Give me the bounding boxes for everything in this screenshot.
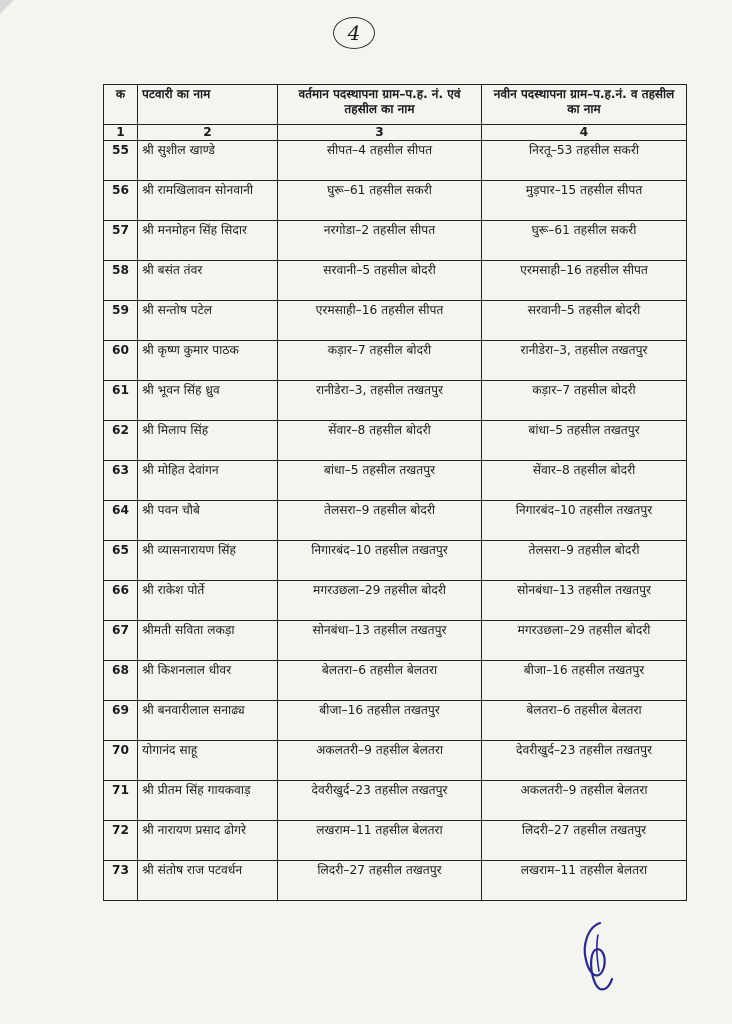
cell-serial: 59 xyxy=(104,301,138,341)
cell-serial: 69 xyxy=(104,701,138,741)
table-row xyxy=(104,381,687,421)
column-index: 1 xyxy=(104,125,138,141)
cell-serial: 62 xyxy=(104,421,138,461)
cell-serial: 68 xyxy=(104,661,138,701)
header-serial: क xyxy=(104,85,138,125)
header-new-posting: नवीन पदस्थापना ग्राम–प.ह.नं. व तहसील का नाम xyxy=(482,85,687,125)
cell-serial: 65 xyxy=(104,541,138,581)
cell-current-posting: लखराम–11 तहसील बेलतरा xyxy=(278,821,482,861)
cell-current-posting: बांधा–5 तहसील तखतपुर xyxy=(278,461,482,501)
cell-new-posting: सोनबंधा–13 तहसील तखतपुर xyxy=(482,581,687,621)
cell-serial: 73 xyxy=(104,861,138,901)
cell-current-posting: मगरउछला–29 तहसील बोदरी xyxy=(278,581,482,621)
table-row xyxy=(104,581,687,621)
cell-current-posting: लिदरी–27 तहसील तखतपुर xyxy=(278,861,482,901)
cell-new-posting: लिदरी–27 तहसील तखतपुर xyxy=(482,821,687,861)
cell-patwari-name: श्री राकेश पोर्ते xyxy=(138,581,278,621)
cell-serial: 72 xyxy=(104,821,138,861)
cell-current-posting: घुरू–61 तहसील सकरी xyxy=(278,181,482,221)
cell-serial: 56 xyxy=(104,181,138,221)
cell-new-posting: तेलसरा–9 तहसील बोदरी xyxy=(482,541,687,581)
cell-new-posting: सेंवार–8 तहसील बोदरी xyxy=(482,461,687,501)
cell-new-posting: मुड़पार–15 तहसील सीपत xyxy=(482,181,687,221)
table-row xyxy=(104,781,687,821)
table-row xyxy=(104,461,687,501)
cell-patwari-name: श्री संतोष राज पटवर्धन xyxy=(138,861,278,901)
cell-new-posting: निगारबंद–10 तहसील तखतपुर xyxy=(482,501,687,541)
table-row xyxy=(104,221,687,261)
cell-current-posting: अकलतरी–9 तहसील बेलतरा xyxy=(278,741,482,781)
header-current-posting: वर्तमान पदस्थापना ग्राम–प.ह. नं. एवं तहसील का नाम xyxy=(278,85,482,125)
cell-new-posting: कड़ार–7 तहसील बोदरी xyxy=(482,381,687,421)
cell-new-posting: बांधा–5 तहसील तखतपुर xyxy=(482,421,687,461)
table-row xyxy=(104,621,687,661)
column-index: 2 xyxy=(138,125,278,141)
cell-serial: 70 xyxy=(104,741,138,781)
table-row xyxy=(104,341,687,381)
table-row xyxy=(104,861,687,901)
cell-patwari-name: श्री सन्तोष पटेल xyxy=(138,301,278,341)
cell-patwari-name: श्री कृष्ण कुमार पाठक xyxy=(138,341,278,381)
table-header-row xyxy=(104,85,687,125)
cell-patwari-name: श्री बनवारीलाल सनाढ्य xyxy=(138,701,278,741)
table-row xyxy=(104,741,687,781)
fold-corner-mark xyxy=(0,0,20,20)
cell-current-posting: सोनबंधा–13 तहसील तखतपुर xyxy=(278,621,482,661)
cell-patwari-name: श्री मिलाप सिंह xyxy=(138,421,278,461)
cell-current-posting: रानीडेरा–3, तहसील तखतपुर xyxy=(278,381,482,421)
cell-new-posting: अकलतरी–9 तहसील बेलतरा xyxy=(482,781,687,821)
cell-serial: 58 xyxy=(104,261,138,301)
cell-serial: 66 xyxy=(104,581,138,621)
cell-current-posting: नरगोडा–2 तहसील सीपत xyxy=(278,221,482,261)
cell-new-posting: बेलतरा–6 तहसील बेलतरा xyxy=(482,701,687,741)
cell-current-posting: सेंवार–8 तहसील बोदरी xyxy=(278,421,482,461)
cell-new-posting: देवरीखुर्द–23 तहसील तखतपुर xyxy=(482,741,687,781)
cell-patwari-name: श्रीमती सविता लकड़ा xyxy=(138,621,278,661)
cell-patwari-name: श्री बसंत तंवर xyxy=(138,261,278,301)
table-row xyxy=(104,301,687,341)
cell-new-posting: मगरउछला–29 तहसील बोदरी xyxy=(482,621,687,661)
cell-new-posting: बीजा–16 तहसील तखतपुर xyxy=(482,661,687,701)
table-row xyxy=(104,541,687,581)
table-row xyxy=(104,181,687,221)
cell-patwari-name: श्री प्रीतम सिंह गायकवाड़ xyxy=(138,781,278,821)
cell-patwari-name: श्री पवन चौबे xyxy=(138,501,278,541)
cell-serial: 64 xyxy=(104,501,138,541)
cell-new-posting: निरतू–53 तहसील सकरी xyxy=(482,141,687,181)
cell-new-posting: रानीडेरा–3, तहसील तखतपुर xyxy=(482,341,687,381)
table-row xyxy=(104,661,687,701)
transfer-table xyxy=(103,84,687,901)
cell-serial: 60 xyxy=(104,341,138,381)
cell-current-posting: सीपत–4 तहसील सीपत xyxy=(278,141,482,181)
cell-patwari-name: श्री रामखिलावन सोनवानी xyxy=(138,181,278,221)
table-row xyxy=(104,421,687,461)
cell-serial: 67 xyxy=(104,621,138,661)
cell-patwari-name: श्री सुशील खाण्डे xyxy=(138,141,278,181)
table-row xyxy=(104,261,687,301)
cell-current-posting: एरमसाही–16 तहसील सीपत xyxy=(278,301,482,341)
cell-current-posting: सरवानी–5 तहसील बोदरी xyxy=(278,261,482,301)
cell-patwari-name: श्री मोहित देवांगन xyxy=(138,461,278,501)
cell-new-posting: घुरू–61 तहसील सकरी xyxy=(482,221,687,261)
cell-new-posting: एरमसाही–16 तहसील सीपत xyxy=(482,261,687,301)
cell-patwari-name: श्री भूवन सिंह ध्रुव xyxy=(138,381,278,421)
cell-serial: 57 xyxy=(104,221,138,261)
page-number: 4 xyxy=(333,17,375,49)
cell-current-posting: बेलतरा–6 तहसील बेलतरा xyxy=(278,661,482,701)
cell-current-posting: तेलसरा–9 तहसील बोदरी xyxy=(278,501,482,541)
table-row xyxy=(104,701,687,741)
cell-current-posting: कड़ार–7 तहसील बोदरी xyxy=(278,341,482,381)
header-name: पटवारी का नाम xyxy=(138,85,278,125)
table-row xyxy=(104,501,687,541)
cell-serial: 63 xyxy=(104,461,138,501)
handwritten-signature xyxy=(570,915,620,995)
cell-patwari-name: श्री व्यासनारायण सिंह xyxy=(138,541,278,581)
cell-new-posting: लखराम–11 तहसील बेलतरा xyxy=(482,861,687,901)
cell-patwari-name: योगानंद साहू xyxy=(138,741,278,781)
cell-new-posting: सरवानी–5 तहसील बोदरी xyxy=(482,301,687,341)
table-row xyxy=(104,141,687,181)
cell-current-posting: निगारबंद–10 तहसील तखतपुर xyxy=(278,541,482,581)
cell-serial: 55 xyxy=(104,141,138,181)
column-index: 3 xyxy=(278,125,482,141)
column-index: 4 xyxy=(482,125,687,141)
cell-current-posting: बीजा–16 तहसील तखतपुर xyxy=(278,701,482,741)
cell-serial: 71 xyxy=(104,781,138,821)
table-row xyxy=(104,821,687,861)
column-index-row xyxy=(104,125,687,141)
cell-patwari-name: श्री नारायण प्रसाद ढोगरे xyxy=(138,821,278,861)
cell-patwari-name: श्री किशनलाल धीवर xyxy=(138,661,278,701)
cell-patwari-name: श्री मनमोहन सिंह सिदार xyxy=(138,221,278,261)
cell-serial: 61 xyxy=(104,381,138,421)
cell-current-posting: देवरीखुर्द–23 तहसील तखतपुर xyxy=(278,781,482,821)
